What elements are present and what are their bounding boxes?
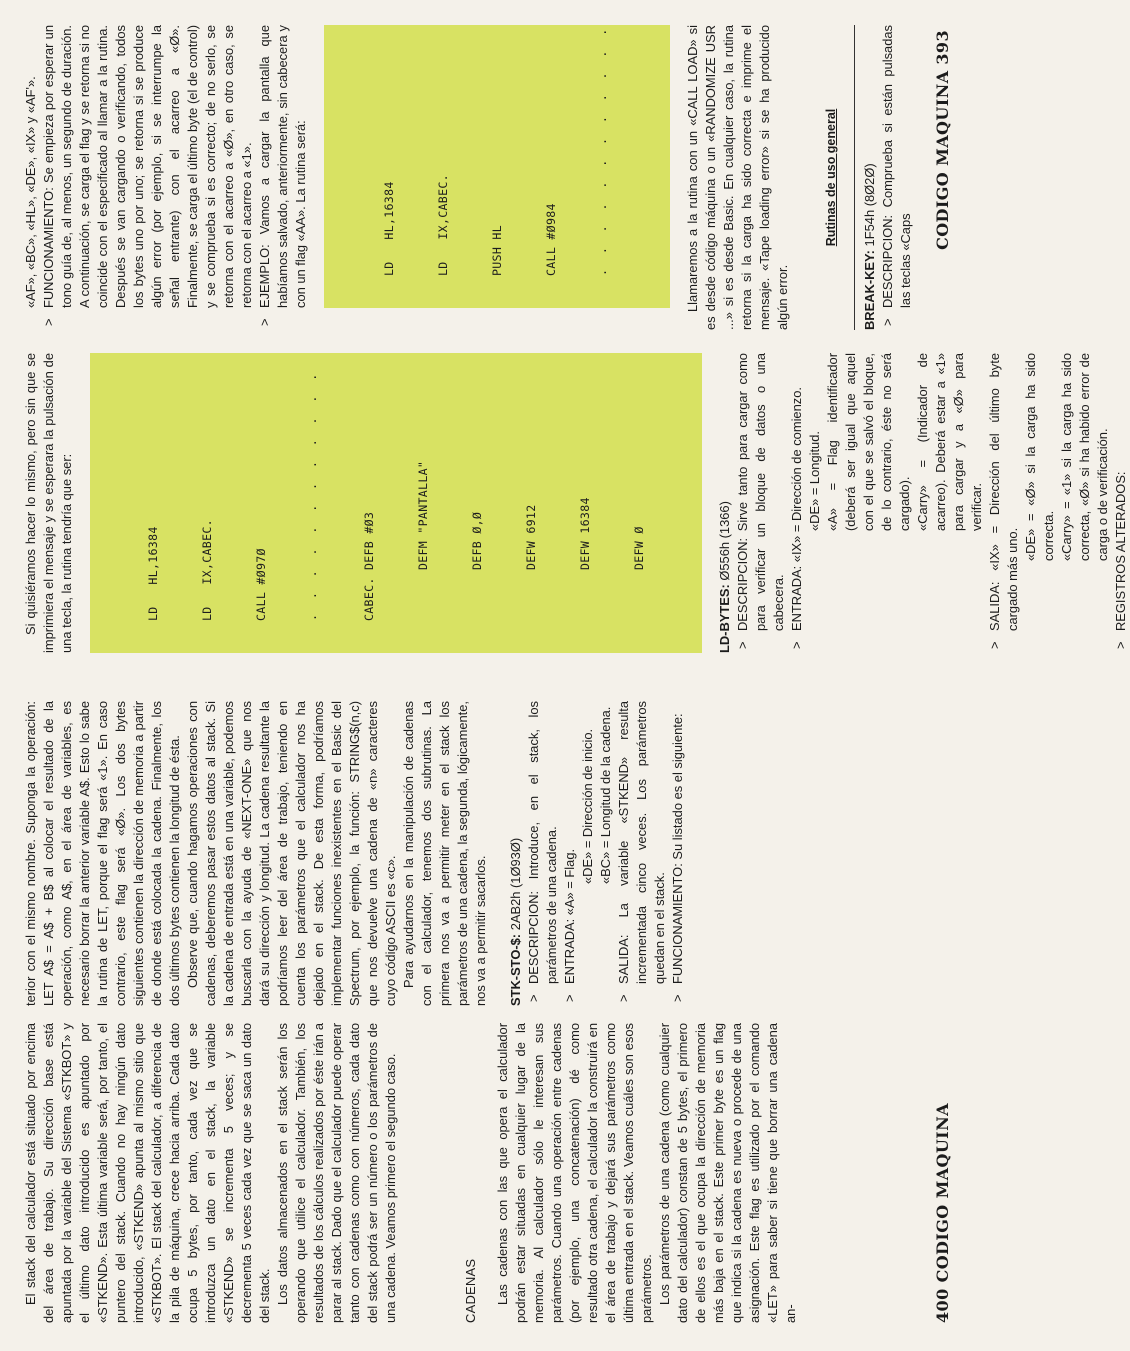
item-label: FUNCIONAMIENTO:: [670, 863, 685, 984]
item-text: «Carry» = «1» si la carga ha sido correcta, «Ø» si ha habido error de carga o de verificación.: [1059, 353, 1110, 561]
right-page-column-1: [22, 353, 1128, 653]
item-text: «A» = Flag.: [562, 848, 577, 916]
code-line: LD IX,CABEC.: [200, 519, 214, 621]
bullet-arrow-icon: >: [1113, 641, 1128, 649]
item-label: SALIDA:: [616, 934, 631, 984]
bullet-arrow-icon: >: [41, 318, 56, 326]
divider: [854, 25, 855, 330]
item-text: Vamos a cargar la pantalla que habíamos salvado, anteriormente, sin cabecera y con un flag «AA». La rutina será:: [257, 25, 308, 308]
page-footer-right: CODIGO MAQUINA 393: [933, 30, 952, 250]
paragraph: El stack del calculador está situado por encima del área de trabajo. Su dirección base está apuntada por la variable del Sistema «STKBOT» y el último dato introducido es apuntado por «STKEND». Esta última variable será, por tanto, el puntero del stack. Cuando no hay ningún dato introducido, «STKEND» apunta al mismo sitio que «STKBOT». El stack del calculador, a diferencia de la pila de máquina, crece hacia arriba. Cada dato ocupa 5 bytes, por tanto, cada vez que se introduzca un dato en el stack, la variable «STKEND» se incrementa 5 veces; y se decrementa 5 veces cada vez que se saca un dato del stack.: [23, 1023, 272, 1323]
code-listing: [324, 25, 670, 308]
code-line: DEFW 6912: [524, 504, 538, 621]
item-label: DESCRIPCION:: [526, 890, 541, 984]
item-text: «DE» = «Ø» si la carga ha sido correcta.: [1023, 353, 1056, 561]
code-line: DEFW 16384: [578, 497, 592, 621]
left-page: [0, 676, 970, 1351]
bullet-arrow-icon: >: [670, 994, 685, 1002]
item-label: DESCRIPCION:: [735, 537, 750, 631]
page-footer-left: 400 CODIGO MAQUINA: [933, 1103, 952, 1323]
code-line: LD HL,16384: [382, 181, 396, 276]
item-text: «A» = Flag identificador (deberá ser igual que aquel con el que se salvó el bloque, de lo contrario, éste no será cargado).: [825, 353, 912, 531]
routine-address: 1F54h (8Ø2Ø): [862, 163, 877, 247]
funcionamiento-item: [669, 701, 687, 1002]
item-text: «BC» = Longitud de la cadena.: [598, 706, 613, 884]
routine-address: 2AB2h (1Ø93Ø): [508, 837, 523, 931]
paragraph: Los parámetros de una cadena (como cualquier dato del calculador) constan de 5 bytes, el primero de ellos es el que ocupa la dirección de memoria más baja en el stack. Este primer byte es un flag que indica si la cadena es nueva o procede de una asignación. Este flag es utilizado por el comando «LET» para saber si tiene que borrar una cadena an-: [657, 1023, 798, 1323]
bullet-arrow-icon: >: [987, 641, 1002, 649]
routine-name: STK-STO-$:: [508, 933, 523, 1006]
left-page-column-1: [22, 1023, 920, 1323]
code-line: CALL #Ø97Ø: [254, 548, 268, 621]
left-page-column-2: [22, 701, 920, 1006]
bullet-arrow-icon: >: [616, 994, 631, 1002]
item-label: FUNCIONAMIENTO:: [41, 187, 56, 308]
right-page: [0, 0, 1128, 675]
routine-address: Ø556h (1366): [717, 501, 732, 581]
description-item: [879, 25, 915, 326]
code-line: DEFW Ø: [632, 526, 646, 621]
routine-name: LD-BYTES:: [717, 584, 732, 653]
item-label: ENTRADA:: [562, 918, 577, 984]
paragraph: Para ayudarnos en la manipulación de cadenas con el calculador, tenemos dos subrutinas. La primera nos va a permitir meter en el stack los parámetros de una cadena, la segunda, lógicamente, nos va a permitir sacarlos.: [401, 701, 488, 1006]
item-text: Comprueba si están pulsadas las teclas «Caps: [880, 25, 913, 308]
section-heading-cadenas: CADENAS: [463, 1258, 478, 1323]
item-text: «AF», «BC», «HL», «DE», «IX» y «AF'».: [23, 76, 38, 308]
routine-name: BREAK-KEY:: [862, 250, 877, 330]
paragraph: Los datos almacenados en el stack serán los operando que utilice el calculador. También, los resultados de los cálculos realizados por éste irán a parar al stack. Dado que el calculador puede operar tanto con cadenas como con números, cada dato del stack podrá ser un número o los parámetros de una cadena. Veamos primero el segundo caso.: [275, 1023, 398, 1323]
paragraph: Llamaremos a la rutina con un «CALL LOAD» si es desde código máquina o un «RANDOMIZE USR ...» si es desde Basic. En cualquier caso, la rutina retorna si la carga ha sido correcta e imprime el mensaje. «Tape loading error» si se ha producido algún error.: [685, 25, 790, 330]
code-line: CALL #Ø984: [544, 203, 558, 276]
item-label: ENTRADA:: [789, 565, 804, 631]
code-line: LD IX,CABEC.: [436, 174, 450, 276]
entrada-item: [561, 701, 615, 1002]
section-heading-rutinas: Rutinas de uso general: [824, 108, 838, 247]
item-text: Introduce, en el stack, los parámetros de una cadena.: [526, 701, 559, 984]
funcionamiento-item: [40, 25, 256, 326]
bullet-arrow-icon: >: [257, 318, 272, 326]
registros-item: [1112, 353, 1130, 649]
ejemplo-item: [256, 25, 310, 326]
item-text: Se empieza por esperar un tono guía de, al menos, un segundo de duración. A continuación, se carga el flag y se retorna si no coincide con el especificado al llamar a la rutina. Después se van cargando o verificando, todos los bytes uno por uno; se retorna si se produce algún error (por ejemplo, si se interrumpe la señal entrante) con el acarreo a «Ø». Finalmente, se carga el último byte (el de control) y se comprueba si es correcto; de no serlo, se retorna con el acarreo a «Ø», en otro caso, se retorna con el acarreo a «1».: [41, 25, 254, 308]
code-line: CABEC. DEFB #Ø3: [362, 511, 376, 621]
right-page-column-2: [22, 25, 920, 330]
bullet-arrow-icon: >: [789, 641, 804, 649]
item-label: SALIDA:: [987, 581, 1002, 631]
entrada-item: [788, 353, 986, 649]
code-line: PUSH HL: [490, 225, 504, 276]
paragraph: Si quisiéramos hacer lo mismo, pero sin que se imprimiera el mensaje y se esperara la pulsación de una tecla, la rutina tendría que ser:: [23, 353, 74, 653]
code-line: LD HL,16384: [146, 526, 160, 621]
bullet-arrow-icon: >: [526, 994, 541, 1002]
item-text: La variable «STKEND» resulta incrementada cinco veces. Los parámetros quedan en el stack.: [616, 701, 667, 984]
code-line: DEFB Ø,Ø: [470, 511, 484, 621]
item-text: «DE» = Dirección de inicio.: [580, 728, 595, 884]
description-item: [734, 353, 788, 649]
code-line: · · · · · · · · · · · ·: [598, 28, 612, 276]
routine-header: [716, 353, 734, 653]
routine-header: [507, 701, 525, 1006]
item-text: Sirve tanto para cargar como para verificar un bloque de datos o una cabecera.: [735, 353, 786, 631]
bullet-arrow-icon: >: [880, 318, 895, 326]
bullet-arrow-icon: >: [735, 641, 750, 649]
item-text: «Carry» = (Indicador de acarreo). Deberá estar a «1» para cargar y a «Ø» para verificar.: [915, 353, 984, 531]
code-line: DEFM "PANTALLA": [416, 460, 430, 621]
bullet-arrow-icon: >: [562, 994, 577, 1002]
item-label: EJEMPLO:: [257, 244, 272, 308]
code-listing: [90, 353, 702, 653]
item-label: REGISTROS ALTERADOS:: [1113, 471, 1128, 631]
item-text: «IX» = Dirección del último byte cargado más uno.: [987, 353, 1020, 631]
item-label: DESCRIPCION:: [880, 214, 895, 308]
paragraph: terior con el mismo nombre. Suponga la operación: LET A$ = A$ + B$ al colocar el resultado de la operación, como A$, en el área de variables, es necesario borrar la anterior variable A$. Esto lo sabe la rutina de LET, porque el flag será «1». En caso contrario, este flag será «Ø». Los dos bytes siguientes contienen la dirección de memoria a partir de donde está colocada la cadena. Finalmente, los dos últimos bytes contienen la longitud de ésta.: [23, 701, 182, 1006]
routine-header: [861, 25, 879, 330]
code-line: · · · · · · · · · · · ·: [308, 373, 322, 621]
salida-item: [615, 701, 669, 1002]
paragraph: Las cadenas con las que opera el calculador podrán estar situadas en cualquier lugar de la memoria. Al calculador sólo le interesan sus parámetros. Cuando una operación entre cadenas (por ejemplo, una concatenación) dé como resultado otra cadena, el calculador la construirá en el área de trabajo y dejará sus parámetros como última entrada en el stack. Veamos cuáles son esos parámetros.: [495, 1023, 654, 1323]
description-item: [525, 701, 561, 1002]
paragraph: Observe que, cuando hagamos operaciones con cadenas, deberemos pasar estos datos al stack. Si la cadena de entrada está en una variable, podemos buscarla con la ayuda de «NEXT-ONE» que nos dará su dirección y longitud. La cadena resultante la podríamos leer del área de trabajo, teniendo en cuenta los parámetros que el calculador nos ha dejado en el stack. De esta forma, podríamos implementar funciones inexistentes en el Basic del Spectrum, por ejemplo, la función: STRING$(n,c) que nos devuelve una cadena de «n» caracteres cuyo código ASCII es «c».: [185, 701, 398, 1006]
item-text: Su listado es el siguiente:: [670, 713, 685, 860]
item-text: «DE» = Longitud.: [807, 431, 822, 531]
salida-item: [986, 353, 1112, 649]
item-text: «IX» = Dirección de comienzo.: [789, 387, 804, 563]
